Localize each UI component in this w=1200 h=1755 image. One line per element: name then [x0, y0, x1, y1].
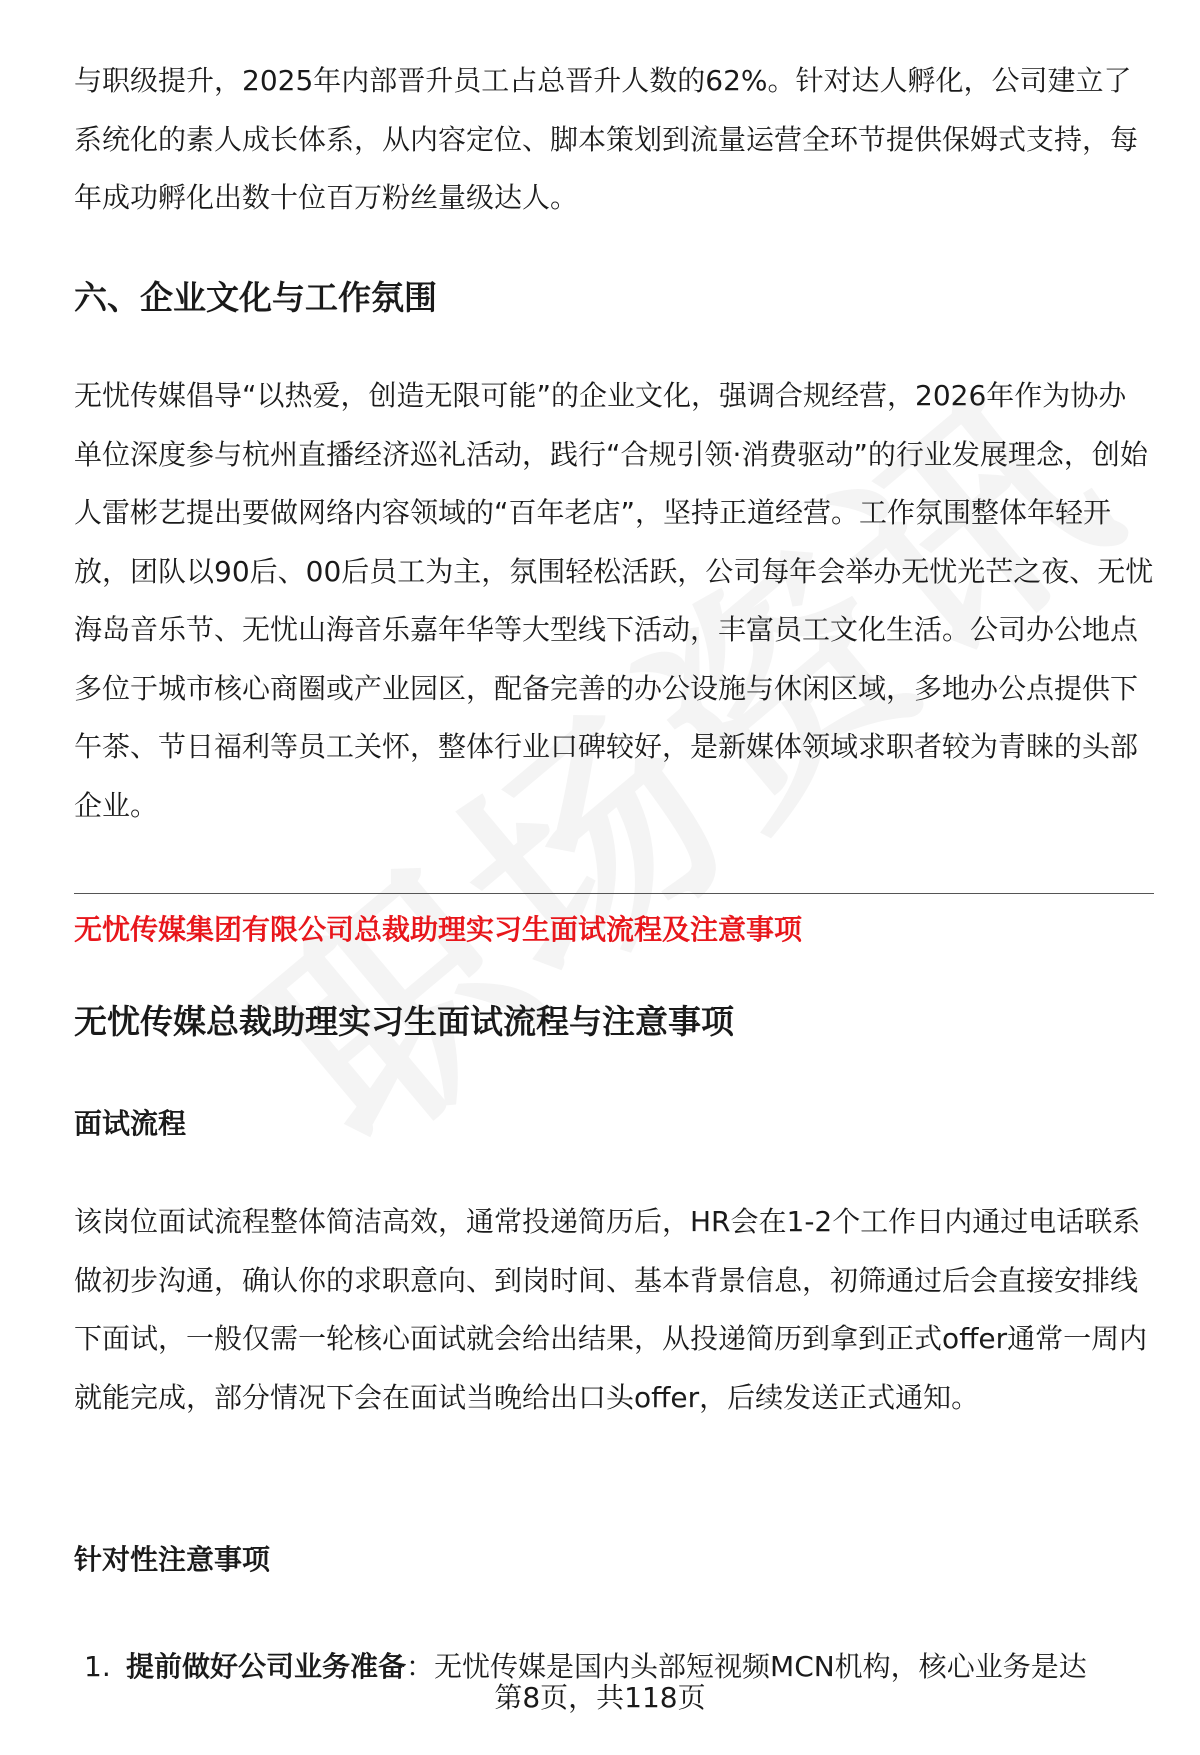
list-item-text: 无忧传媒是国内头部短视频MCN机构，核心业务是达	[434, 1650, 1087, 1683]
list-item-separator: ：	[406, 1650, 435, 1683]
page-footer: 第8页，共118页	[494, 1681, 706, 1714]
interview-process-heading: 面试流程	[74, 1107, 187, 1140]
section-divider	[74, 893, 1154, 894]
main-heading: 无忧传媒总裁助理实习生面试流程与注意事项	[74, 1002, 734, 1041]
notes-heading: 针对性注意事项	[74, 1543, 271, 1576]
list-item-number: 1.	[84, 1650, 111, 1683]
section-6-heading: 六、企业文化与工作氛围	[74, 278, 437, 317]
red-document-title: 无忧传媒集团有限公司总裁助理实习生面试流程及注意事项	[74, 913, 803, 946]
list-item-title: 提前做好公司业务准备	[126, 1650, 407, 1683]
section-6-paragraph: 无忧传媒倡导“以热爱，创造无限可能”的企业文化，强调合规经营，2026年作为协办单位深度参与杭州直播经济巡礼活动，践行“合规引领·消费驱动”的行业发展理念，创始人雷彬艺提出要做网络内容领域的“百年老店”，坚持正道经营。工作氛围整体年轻开放，团队以90后、00后员工为主，氛围轻松活跃，公司每年会举办无忧光芒之夜、无忧海岛音乐节、无忧山海音乐嘉年华等大型线下活动，丰富员工文化生活。公司办公地点多位于城市核心商圈或产业园区，配备完善的办公设施与休闲区域，多地办公点提供下午茶、节日福利等员工关怀，整体行业口碑较好，是新媒体领域求职者较为青睐的头部企业。	[74, 379, 1154, 822]
intro-paragraph: 与职级提升，2025年内部晋升员工占总晋升人数的62%。针对达人孵化，公司建立了系统化的素人成长体系，从内容定位、脚本策划到流量运营全环节提供保姆式支持，每年成功孵化出数十位百万粉丝量级达人。	[74, 64, 1139, 214]
interview-process-paragraph: 该岗位面试流程整体简洁高效，通常投递简历后，HR会在1-2个工作日内通过电话联系做初步沟通，确认你的求职意向、到岗时间、基本背景信息，初筛通过后会直接安排线下面试，一般仅需一轮核心面试就会给出结果，从投递简历到拿到正式offer通常一周内就能完成，部分情况下会在面试当晚给出口头offer，后续发送正式通知。	[74, 1205, 1148, 1414]
